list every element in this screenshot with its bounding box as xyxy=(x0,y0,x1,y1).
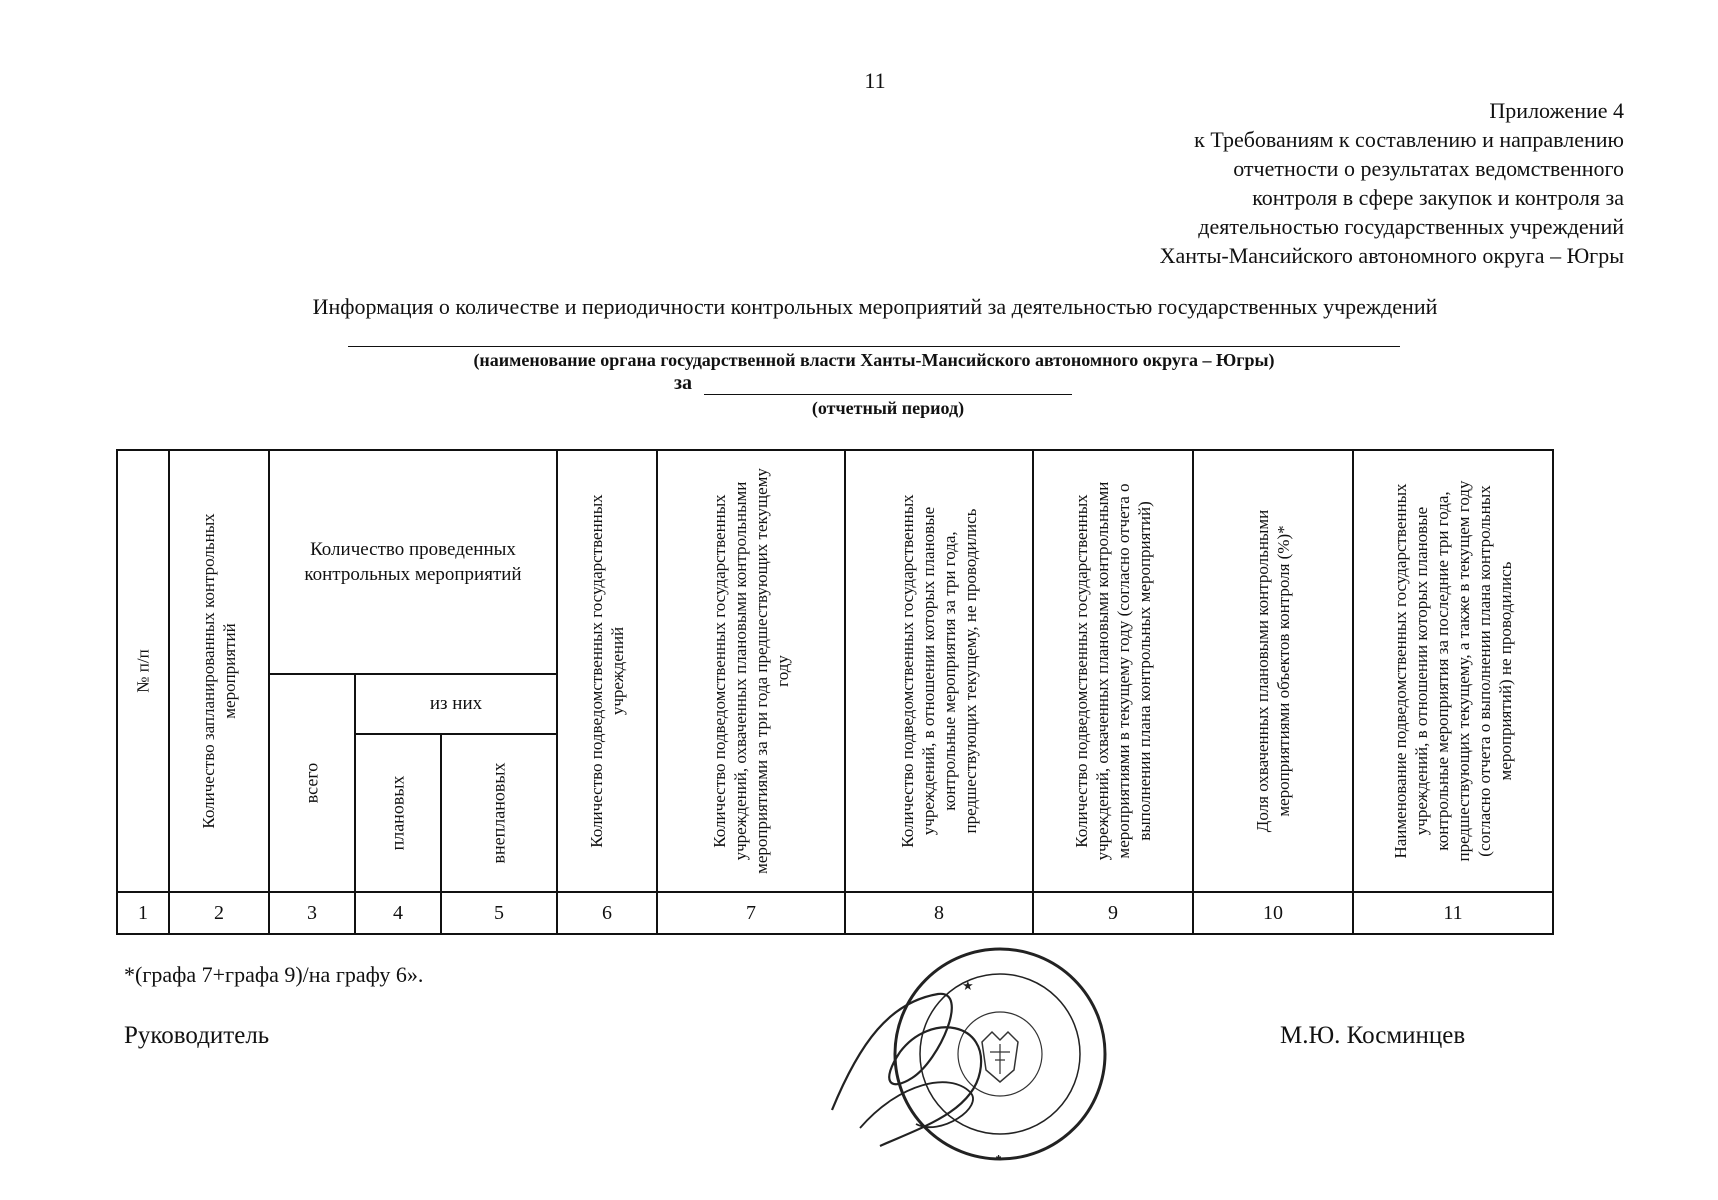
column-number: 9 xyxy=(1033,892,1193,934)
header-group-conducted: Количество проведенных контрольных мероприятий xyxy=(269,450,557,674)
header-col-8: Количество подведомственных государственных учреждений, в отношении которых плановые контрольные мероприятия за три года, предшествующих текущему, не проводились xyxy=(845,450,1033,892)
header-col-4: плановых xyxy=(355,734,441,892)
column-number: 7 xyxy=(657,892,845,934)
org-name-caption: (наименование органа государственной власти Ханты-Мансийского автономного округа – Югры) xyxy=(473,350,1275,370)
page-number: 11 xyxy=(864,68,886,93)
column-number: 11 xyxy=(1353,892,1553,934)
column-number: 3 xyxy=(269,892,355,934)
column-number: 8 xyxy=(845,892,1033,934)
appendix-line: Приложение 4 xyxy=(1489,98,1624,123)
svg-text:★: ★ xyxy=(962,978,975,993)
column-number: 6 xyxy=(557,892,657,934)
header-col-6: Количество подведомственных государственных учреждений xyxy=(557,450,657,892)
svg-text:*: * xyxy=(996,1152,1003,1167)
official-seal-icon xyxy=(820,932,1140,1182)
header-col-5: внеплановых xyxy=(441,734,557,892)
signer-name: М.Ю. Косминцев xyxy=(1280,1022,1466,1049)
org-name-line xyxy=(348,346,1400,347)
appendix-line: отчетности о результатах ведомственного xyxy=(1233,156,1624,181)
column-number: 5 xyxy=(441,892,557,934)
appendix-line: контроля в сфере закупок и контроля за xyxy=(1252,185,1624,210)
report-table xyxy=(116,449,1554,935)
period-prefix: за xyxy=(674,372,693,394)
document-title: Информация о количестве и периодичности контрольных мероприятий за деятельностью государственных учреждений xyxy=(312,294,1438,319)
column-number: 2 xyxy=(169,892,269,934)
footnote: *(графа 7+графа 9)/на графу 6». xyxy=(124,962,424,987)
signer-title: Руководитель xyxy=(124,1022,270,1049)
column-number: 4 xyxy=(355,892,441,934)
appendix-line: к Требованиям к составлению и направлению xyxy=(1194,127,1624,152)
header-subgroup: из них xyxy=(355,674,557,734)
appendix-block xyxy=(1160,96,1624,270)
appendix-line: деятельностью государственных учреждений xyxy=(1198,214,1624,239)
header-col-9: Количество подведомственных государственных учреждений, охваченных плановыми контрольными мероприятиями в текущему году (согласно отчета о выполнении плана контрольных мероприятий) xyxy=(1033,450,1193,892)
header-col-7: Количество подведомственных государственных учреждений, охваченных плановыми контрольными мероприятиями за три года предшествующих текущему году xyxy=(657,450,845,892)
appendix-line: Ханты-Мансийского автономного округа – Югры xyxy=(1159,243,1624,268)
period-caption: (отчетный период) xyxy=(811,398,965,418)
column-number: 10 xyxy=(1193,892,1353,934)
header-col-3: всего xyxy=(269,674,355,892)
header-col-2: Количество запланированных контрольных мероприятий xyxy=(169,450,269,892)
header-col-1: № п/п xyxy=(117,450,169,892)
period-line xyxy=(704,394,1072,395)
header-col-10: Доля охваченных плановыми контрольными мероприятиями объектов контроля (%)* xyxy=(1193,450,1353,892)
header-col-11: Наименование подведомственных государственных учреждений, в отношении которых плановые контрольные мероприятия за последние три года, предшествующих текущему, а также в текущем году (согласно отчета о выполнении плана контрольных мероприятий) не проводились xyxy=(1353,450,1553,892)
column-number: 1 xyxy=(117,892,169,934)
